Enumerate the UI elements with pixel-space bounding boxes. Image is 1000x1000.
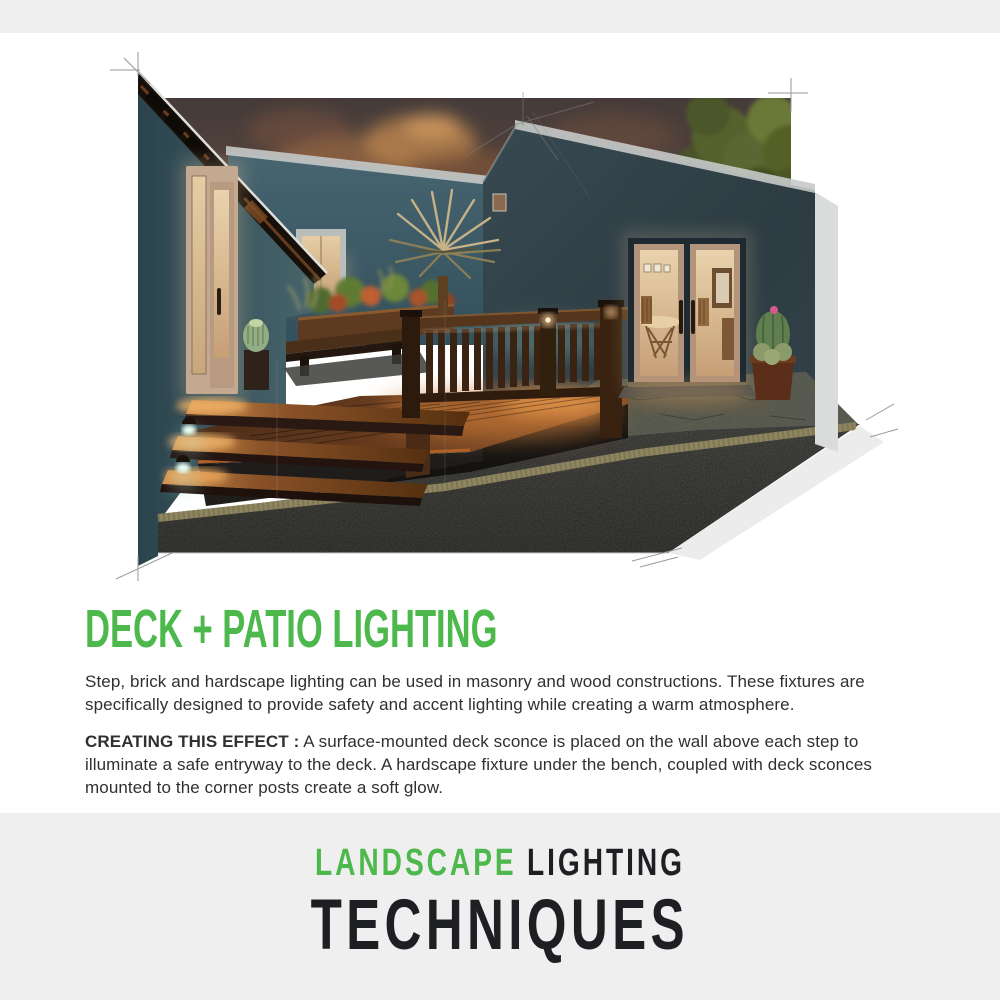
- brand-line: [315, 844, 685, 882]
- door-leaf-right: [690, 244, 740, 382]
- railing-post: [402, 314, 420, 418]
- deck-steps: [160, 398, 470, 506]
- intro-paragraph: Step, brick and hardscape lighting can be used in masonry and wood constructions. These fixtures are specifically designed to provide safety and accent lighting while creating a warm atmosphere.: [85, 672, 865, 714]
- content-section: [85, 599, 933, 799]
- footer-band: [0, 813, 1000, 1000]
- railing-corner-post: [600, 304, 622, 438]
- door-leaf-left: [634, 244, 684, 382]
- cactus-pot-left: [243, 319, 269, 390]
- panel-shadow-band: [815, 192, 838, 452]
- brand-word-lighting: LIGHTING: [526, 842, 685, 884]
- french-doors: [618, 232, 756, 405]
- post-sconce-glow: [605, 306, 617, 318]
- door-handle: [217, 288, 221, 315]
- effect-paragraph: [85, 730, 933, 799]
- glass-door: [180, 160, 244, 400]
- chair: [722, 318, 734, 360]
- effect-paragraph-text: A surface-mounted deck sconce is placed on the wall above each step to illuminate a safe entryway to the deck. A hardscape fixture under the bench, coupled with deck sconces mounted to the corner posts create a soft glow.: [85, 732, 872, 797]
- attic-vent: [493, 194, 506, 211]
- door-handle: [679, 300, 683, 334]
- cactus-flower: [770, 306, 778, 314]
- brand-word-landscape: LANDSCAPE: [314, 842, 517, 884]
- effect-paragraph-label: CREATING THIS EFFECT :: [85, 732, 300, 751]
- page-title: DECK + PATIO LIGHTING: [85, 599, 498, 659]
- door-handle: [691, 300, 695, 334]
- brand-title-techniques: TECHNIQUES: [310, 886, 690, 965]
